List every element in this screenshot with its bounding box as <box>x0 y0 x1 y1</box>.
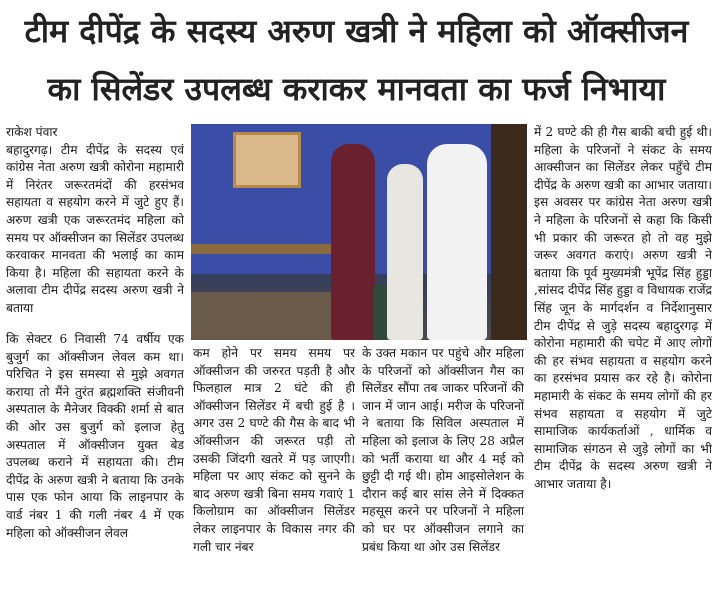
column-1-top-text: बहादुरगढ़। टीम दीपेंद्र के सदस्य एवं कांग्रेस नेता अरुण खत्री कोरोना महामारी में निरंतर जरूरतमंदों की हरसंभव सहायता व सहयोग करने में जुटे हुए हैं। अरुण खत्री एक जरूरतमंद महिला को समय पर ऑक्सीजन का सिलेंडर उपलब्ध करवाकर मानवता की भलाई का काम किया है। महिला की सहायता करने के अलावा टीम दीपेंद्र सदस्य अरुण खत्री ने बताया <box>6 142 184 315</box>
news-photo <box>191 124 527 340</box>
photo-oxygen-cylinder <box>373 284 387 340</box>
photo-picture-frame <box>233 132 301 188</box>
headline-line-2: का सिलेंडर उपलब्ध कराकर मानवता का फर्ज निभाया <box>47 70 666 108</box>
photo-person-1 <box>331 144 375 340</box>
article-column-2: कम होने पर समय समय पर ऑक्सीजन की जरुरत पड़ती है और फिलहाल मात्र 2 घंटे की ही ऑक्सीजन सिलेंडर में बची हुई है । अगर उस 2 घण्टे की गैस के बाद भी ऑक्सीजन की जरूरत पड़ी तो उसकी जिंदगी खतरे में पड़ जाएगी। महिला पर आए संकट को सुनने के बाद अरुण खत्री बिना समय गवाएं 1 किलोग्राम का ऑक्सीजन सिलेंडर लेकर लाइनपार के विकास नगर की गली चार नंबर <box>193 346 355 554</box>
photo-shelf <box>191 244 341 254</box>
article-column-1-top <box>6 124 184 332</box>
article-column-1-bottom: कि सेक्टर 6 निवासी 74 वर्षीय एक बुजुर्ग का ऑक्सीजन लेवल कम था। परिचित ने इस समस्या से मुझे अवगत कराया तो मैंने तुरंत ब्रह्मशक्ति संजीवनी अस्पताल के मैनेजर विक्की शर्मा से बात की ओर उस बुजुर्ग को इलाज हेतु अस्पताल में ऑक्सीजन युक्त बेड उपलब्ध कराने में सहायता की। टीम दीपेंद्र के अरुण खत्री ने बताया कि उनके पास एक फोन आया कि लाइनपार के वार्ड नंबर 1 की गली नंबर 4 में एक महिला को ऑक्सीजन लेवल <box>6 332 184 540</box>
photo-person-3 <box>427 144 487 340</box>
photo-door <box>491 124 527 340</box>
headline <box>0 0 713 120</box>
byline: राकेश पंवार <box>6 125 58 139</box>
headline-line-1: टीम दीपेंद्र के सदस्य अरुण खत्री ने महिला को ऑक्सीजन <box>24 12 689 50</box>
article-column-4: में 2 घण्टे की ही गैस बाकी बची हुई थी। महिला के परिजनों ने संकट के समय आक्सीजन का सिलेंडर लेकर पहुँचे टीम दीपेंद्र के अरुण खत्री का आभार जताया। इस अवसर पर कांग्रेस नेता अरुण खत्री ने महिला के परिजनों से कहा कि किसी भी प्रकार की जरूरत हो तो वह मुझे जरूर अवगत कराएं। अरुण खत्री ने बताया कि पूर्व मुख्यमंत्री भूपेंद्र सिंह हुड्डा ,सांसद दीपेंद्र सिंह हुड्डा व विधायक राजेंद्र सिंह जून के मार्गदर्शन व निर्देशानुसार टीम दीपेंद्र से जुड़े सदस्य बहादुरगढ़ में कोरोना महामारी की चपेट में आए लोगों की हर संभव सहायता व सहयोग करने का हरसंभव प्रयास कर रहे है। कोरोना महामारी के संकट के समय लोगों की हर संभव सहायता व सहयोग में जुटे सामाजिक कार्यकर्ताओं , धार्मिक व सामाजिक संगठन से जुड़े लोगों का भी टीम दीपेंद्र के सदस्य अरुण खत्री ने आभार जताया है। <box>534 125 712 491</box>
article-column-3: के उक्त मकान पर पहुंचे और महिला के परिजनों को ऑक्सीजन गैस का सिलेंडर सौंपा तब जाकर परिजनों की जान में जान आई। मरीज के परिजनों ने बताया कि सिविल अस्पताल में महिला को इलाज के लिए 28 अप्रैल को भर्ती कराया था और 4 मई को छुट्टी दी गई थी। होम आइसोलेशन के दौरान कई बार सांस लेने में दिक्कत महसूस करने पर परिजनों ने महिला को घर पर ऑक्सीजन लगाने का प्रबंध किया था ओर उस सिलेंडर <box>362 346 524 554</box>
photo-person-2 <box>387 164 423 340</box>
